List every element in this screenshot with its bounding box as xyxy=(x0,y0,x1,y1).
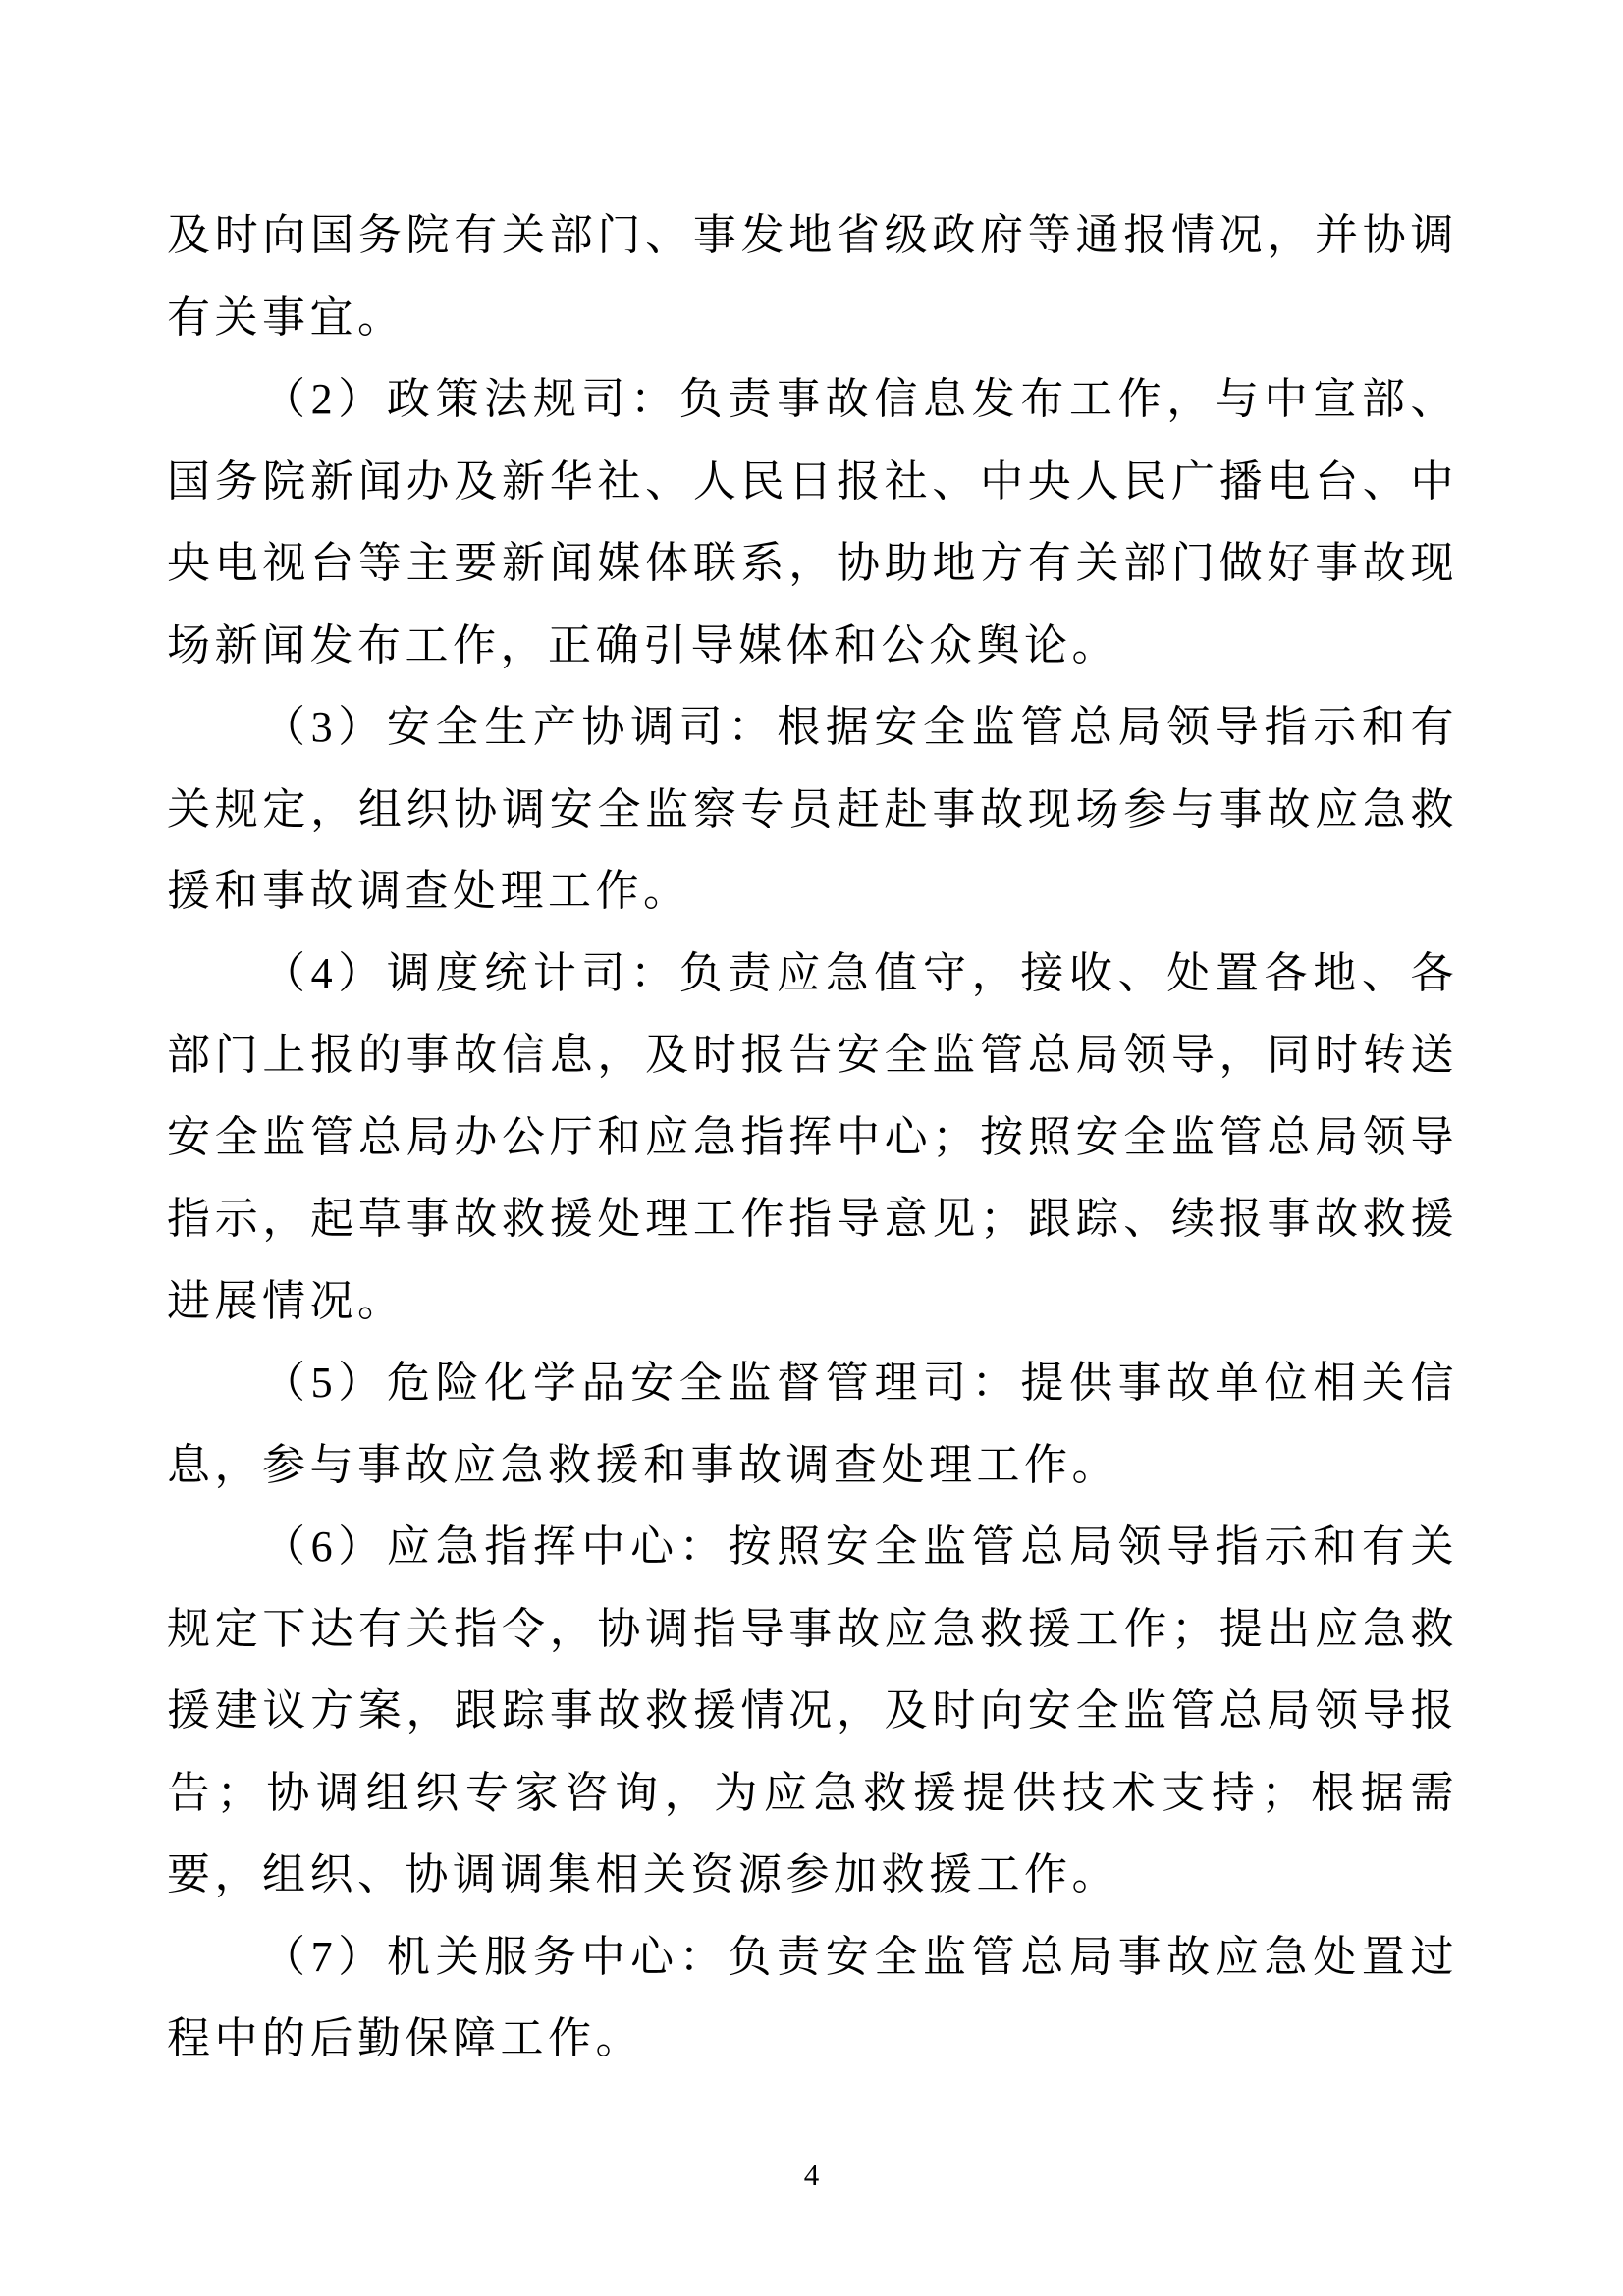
paragraph-2-policy-law-dept: （2）政策法规司：负责事故信息发布工作，与中宣部、国务院新闻办及新华社、人民日报社、中央人民广播电台、中央电视台等主要新闻媒体联系，协助地方有关部门做好事故现场新闻发布工作，正确引导媒体和公众舆论。 xyxy=(167,375,1458,669)
paragraph-1-continuation: 及时向国务院有关部门、事发地省级政府等通报情况，并协调有关事宜。 xyxy=(167,211,1458,342)
document-body xyxy=(167,194,1458,2080)
paragraph-3-safety-coordination-dept: （3）安全生产协调司：根据安全监管总局领导指示和有关规定，组织协调安全监察专员赶赴事故现场参与事故应急救援和事故调查处理工作。 xyxy=(167,703,1458,915)
paragraph-4-dispatch-statistics-dept: （4）调度统计司：负责应急值守，接收、处置各地、各部门上报的事故信息，及时报告安全监管总局领导，同时转送安全监管总局办公厅和应急指挥中心；按照安全监管总局领导指示，起草事故救援处理工作指导意见；跟踪、续报事故救援进展情况。 xyxy=(167,948,1458,1325)
paragraph-7-agency-service-center: （7）机关服务中心：负责安全监管总局事故应急处置过程中的后勤保障工作。 xyxy=(167,1932,1458,2062)
paragraph-5-hazardous-chemicals-dept: （5）危险化学品安全监督管理司：提供事故单位相关信息，参与事故应急救援和事故调查处理工作。 xyxy=(167,1359,1458,1489)
paragraph-6-emergency-command-center: （6）应急指挥中心：按照安全监管总局领导指示和有关规定下达有关指令，协调指导事故应急救援工作；提出应急救援建议方案，跟踪事故救援情况，及时向安全监管总局领导报告；协调组织专家咨询，为应急救援提供技术支持；根据需要，组织、协调调集相关资源参加救援工作。 xyxy=(167,1522,1458,1898)
page-number: 4 xyxy=(803,2158,820,2192)
